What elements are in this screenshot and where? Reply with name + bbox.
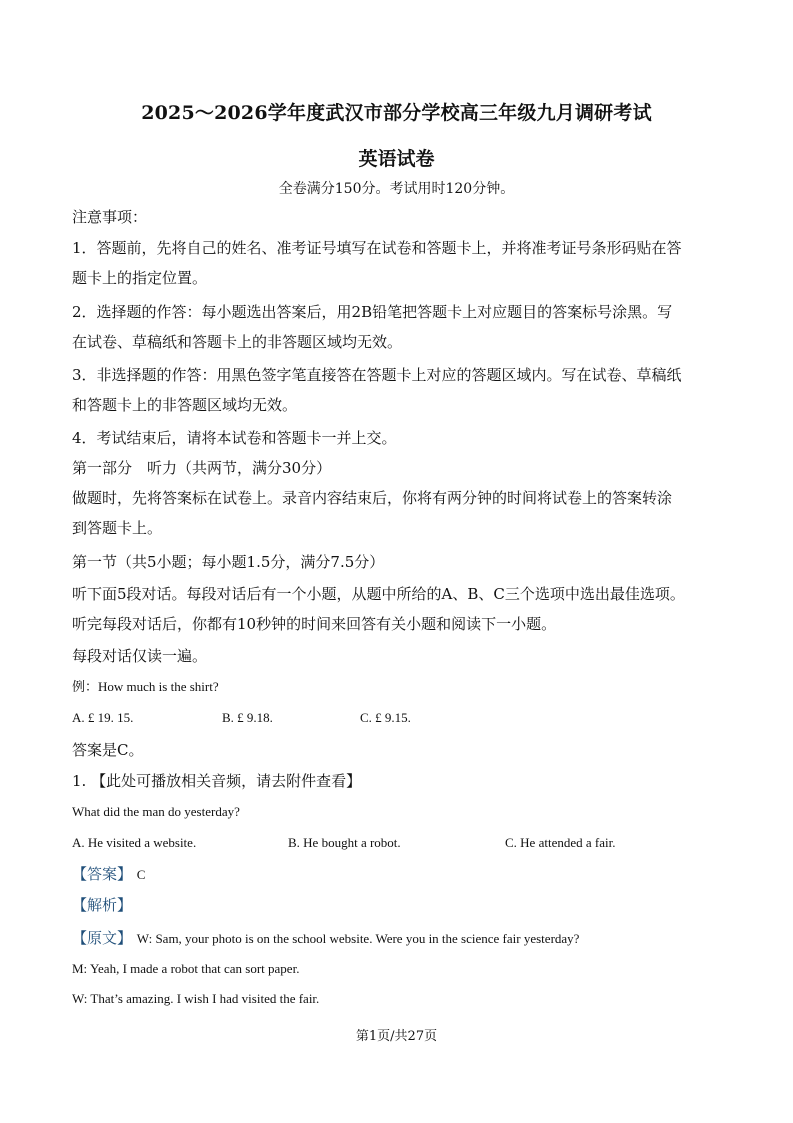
section-1-heading: 第一节（共5小题；每小题1.5分，满分7.5分） [72, 553, 385, 571]
question-1-text: What did the man do yesterday? [72, 804, 240, 819]
question-1-number: 1. [72, 772, 87, 790]
notes-item-3-line-2: 和答题卡上的非答题区域均无效。 [72, 396, 298, 414]
notes-item-1-line-2: 题卡上的指定位置。 [72, 269, 208, 287]
example-option-c: C. £ 9.15. [360, 710, 411, 725]
example-answer: 答案是C。 [72, 741, 144, 759]
section-1-instruction-line-3: 每段对话仅读一遍。 [72, 647, 208, 665]
question-1-header [72, 771, 361, 791]
answer-label: 【答案】 [72, 865, 133, 883]
original-label: 【原文】 [72, 929, 133, 947]
section-1-instruction-line-1: 听下面5段对话。每段对话后有一个小题，从题中所给的A、B、C三个选项中选出最佳选项。 [72, 585, 685, 603]
question-1-option-b: B. He bought a robot. [288, 835, 401, 850]
question-1-original-line-2: M: Yeah, I made a robot that can sort paper. [72, 961, 300, 976]
notes-item-3-line-1: 3．非选择题的作答：用黑色签字笔直接答在答题卡上对应的答题区域内。写在试卷、草稿纸 [72, 366, 682, 384]
question-1-option-c: C. He attended a fair. [505, 835, 616, 850]
notes-item-2-line-2: 在试卷、草稿纸和答题卡上的非答题区域均无效。 [72, 333, 403, 351]
example-question: 例：How much is the shirt? [72, 679, 219, 694]
page-subtitle: 英语试卷 [358, 148, 435, 170]
question-1-answer [72, 864, 145, 884]
question-1-audio-note: 【此处可播放相关音频，请去附件查看】 [91, 772, 362, 790]
page-footer: 第1页/共27页 [355, 1029, 438, 1044]
notes-item-4: 4．考试结束后，请将本试卷和答题卡一并上交。 [72, 429, 397, 447]
notes-heading: 注意事项： [72, 208, 148, 226]
example-option-b: B. £ 9.18. [222, 710, 273, 725]
question-1-original-line-3: W: That’s amazing. I wish I had visited the fair. [72, 991, 320, 1006]
part-1-instruction-line-2: 到答题卡上。 [72, 519, 163, 537]
question-1-option-a: A. He visited a website. [72, 835, 197, 850]
section-1-instruction-line-2: 听完每段对话后，你都有10秒钟的时间来回答有关小题和阅读下一小题。 [72, 615, 557, 633]
page-title: 2025～2026学年度武汉市部分学校高三年级九月调研考试 [141, 102, 652, 124]
notes-item-1-line-1: 1．答题前，先将自己的姓名、准考证号填写在试卷和答题卡上，并将准考证号条形码贴在答 [72, 239, 682, 257]
original-text-1: W: Sam, your photo is on the school website. Were you in the science fair yesterday? [136, 931, 580, 946]
example-option-a: A. £ 19. 15. [72, 710, 134, 725]
question-1-original-line-1 [72, 928, 579, 948]
question-1-analysis-label: 【解析】 [72, 896, 133, 914]
part-1-heading: 第一部分 听力（共两节，满分30分） [72, 459, 332, 477]
part-1-instruction-line-1: 做题时，先将答案标在试卷上。录音内容结束后，你将有两分钟的时间将试卷上的答案转涂 [72, 489, 673, 507]
notes-item-2-line-1: 2．选择题的作答：每小题选出答案后，用2B铅笔把答题卡上对应题目的答案标号涂黑。写 [72, 303, 673, 321]
score-info: 全卷满分150分。考试用时120分钟。 [278, 181, 515, 197]
answer-value: C [136, 867, 146, 882]
